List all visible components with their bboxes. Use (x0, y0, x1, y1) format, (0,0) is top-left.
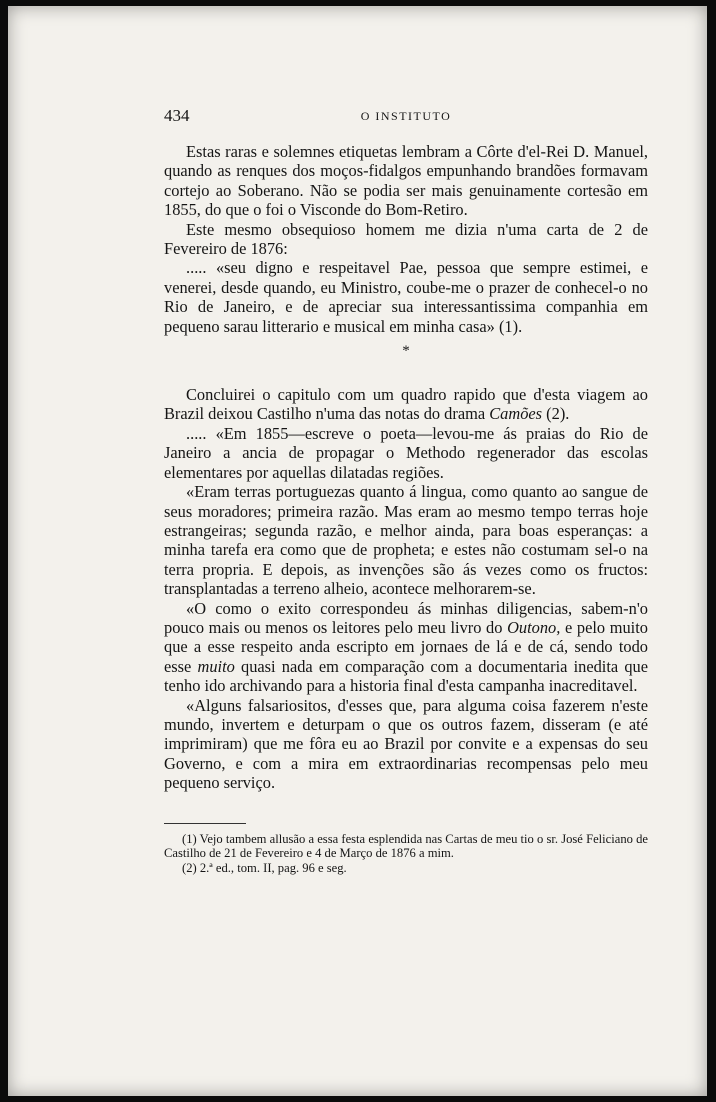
paragraph-camoes: Concluirei o capitulo com um quadro rapido que d'esta viagem ao Brazil deixou Castilho n'uma das notas do drama Camões (2). (164, 385, 648, 424)
paragraph-outono: «O como o exito correspondeu ás minhas diligencias, sabem-n'o pouco mais ou menos os leitores pelo meu livro do Outono, e pelo muito que a esse respeito anda escripto em jornaes de lá e de cá, sendo todo esse muito quasi nada em comparação com a documentaria inedita que tenho ido archivando para a historia final d'esta campanha inacreditavel. (164, 598, 649, 696)
page-content (164, 106, 648, 875)
paragraph-6: «Eram terras portuguezas quanto á lingua, como quanto ao sangue de seus moradores; primeira razão. Mas eram ao mesmo tempo terras hoje estrangeiras; segunda razão, e melhor ainda, para boas esperanças: a minha tarefa era como que de propheta; e estes não costumam sel-o na terra propria. E depois, as invenções são ás vezes como os fructos: transplantadas a terreno alheio, acontece melhorarem-se. (164, 482, 648, 599)
page-header (164, 106, 648, 128)
title-outono: Outono, (507, 617, 561, 637)
footnote-2: (2) 2.ª ed., tom. II, pag. 96 e seg. (182, 860, 347, 875)
footnote-rule (164, 823, 246, 824)
emphasis-muito: muito (197, 656, 235, 676)
paragraph-2: Este mesmo obsequioso homem me dizia n'uma carta de 2 de Fevereiro de 1876: (164, 219, 648, 259)
footnote-1: (1) Vejo tambem allusão a essa festa esplendida nas Cartas de meu tio o sr. José Feliciano de Castilho de 21 de Fevereiro e 4 de Março de 1876 a mim. (164, 831, 648, 861)
paragraph-8: «Alguns falsariositos, d'esses que, para alguma coisa fazerem n'este mundo, invertem e deturpam o que os outros fazem, disseram (e até imprimiram) que me fôra eu ao Brazil por convite e a expensas do seu Governo, e com a mira em extraordinarias recompensas pelo meu pequeno serviço. (164, 695, 648, 793)
paragraph-3-quote: ..... «seu digno e respeitavel Pae, pessoa que sempre estimei, e venerei, desde quando, eu Ministro, coube-me o prazer de conhecel-o no Rio de Janeiro, e de apreciar sua interessantissima companhia em pequeno sarau litterario e musical em minha casa» (1). (164, 258, 648, 336)
running-title: O INSTITUTO (360, 109, 452, 123)
paragraph-1: Estas raras e solemnes etiquetas lembram a Côrte d'el-Rei D. Manuel, quando as renques dos moços-fidalgos empunhando brandões formavam cortejo ao Soberano. Não se podia ser mais genuinamente cortesão em 1855, do que o foi o Visconde do Bom-Retiro. (164, 142, 648, 220)
section-separator: * (402, 343, 410, 360)
book-page (8, 6, 707, 1096)
page-number: 434 (164, 106, 190, 125)
paragraph-5: ..... «Em 1855—escreve o poeta—levou-me ás praias do Rio de Janeiro a ancia de propagar o Methodo regenerador das escolas elementares por aquellas dilatadas regiões. (164, 423, 648, 482)
title-camoes: Camões (489, 404, 543, 424)
